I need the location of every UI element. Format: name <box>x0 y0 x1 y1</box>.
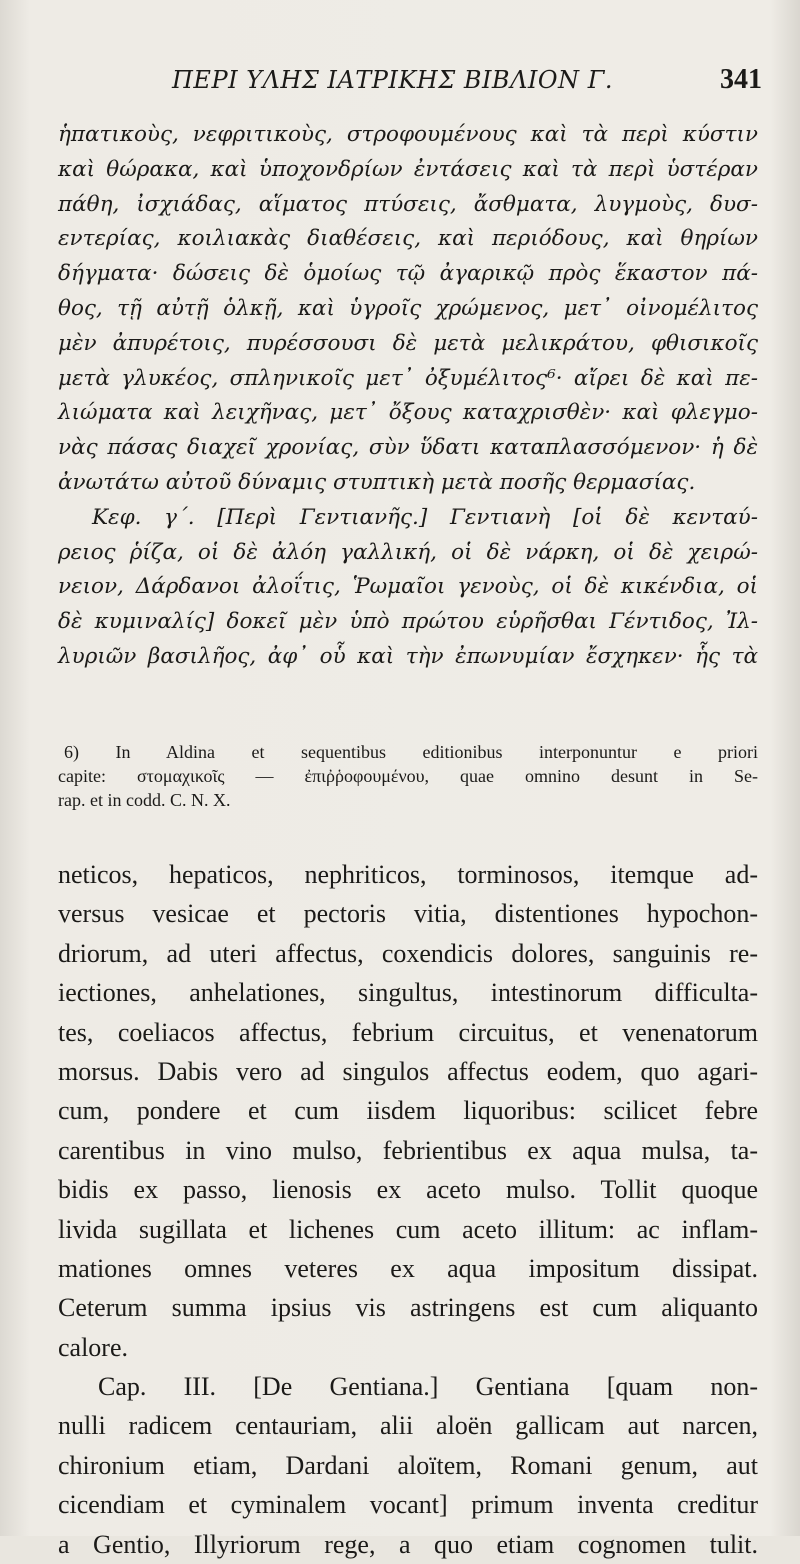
running-title: ΠΕΡΙ ΥΛΗΣ ΙΑΤΡΙΚΗΣ ΒΙΒΛΙΟΝ Γ. <box>172 66 613 94</box>
latin-line: bidis ex passo, lienosis ex aceto mulso. Tollit quoque <box>58 1175 758 1205</box>
latin-line: calore. <box>58 1332 129 1362</box>
latin-chapter-heading-line: Cap. III. [De Gentiana.] Gentiana [quam non- <box>98 1372 758 1402</box>
greek-line: καὶ θώρακα, καὶ ὑποχονδρίων ἐντάσεις καὶ τὰ περὶ ὑστέραν <box>58 156 758 182</box>
latin-line: cum, pondere et cum iisdem liquoribus: scilicet febre <box>58 1096 758 1126</box>
latin-line: morsus. Dabis vero ad singulos affectus eodem, quo agari- <box>58 1056 758 1086</box>
latin-line: mationes omnes veteres ex aqua impositum dissipat. <box>58 1253 758 1283</box>
greek-line: μὲν ἀπυρέτοις, πυρέσσουσι δὲ μετὰ μελικράτου, φθισικοῖς <box>58 330 758 356</box>
latin-line: driorum, ad uteri affectus, coxendicis dolores, sanguinis re- <box>58 938 758 968</box>
latin-line: livida sugillata et lichenes cum aceto illitum: ac inflam- <box>58 1214 758 1244</box>
footnotes <box>58 740 758 812</box>
greek-line: ἡπατικοὺς, νεφριτικοὺς, στροφουμένους καὶ τὰ περὶ κύστιν <box>58 122 758 147</box>
latin-line: neticos, hepaticos, nephriticos, torminosos, itemque ad- <box>58 860 758 889</box>
footnote-line: 6) In Aldina et sequentibus editionibus interponuntur e priori <box>64 742 758 762</box>
greek-line: δήγματα· δώσεις δὲ ὁμοίως τῷ ἀγαρικῷ πρὸς ἕκαστον πά- <box>58 261 758 287</box>
latin-line: chironium etiam, Dardani aloïtem, Romani genum, aut <box>58 1450 758 1480</box>
greek-line: εντερίας, κοιλιακὰς διαθέσεις, καὶ περιόδους, καὶ θηρίων <box>58 226 758 252</box>
latin-line: Ceterum summa ipsius vis astringens est cum aliquanto <box>58 1293 758 1323</box>
latin-line: versus vesicae et pectoris vitia, distentiones hypochon- <box>58 899 758 929</box>
greek-line: ρειος ῥίζα, οἱ δὲ ἀλόη γαλλική, οἱ δὲ νάρκη, οἱ δὲ χειρώ- <box>58 539 758 565</box>
page-header <box>172 66 762 106</box>
latin-line: nulli radicem centauriam, alii aloën gallicam aut narcen, <box>58 1411 758 1441</box>
greek-line: πάθη, ἰσχιάδας, αἵματος πτύσεις, ἄσθματα, λυγμοὺς, δυσ- <box>58 191 758 217</box>
greek-line: δὲ κυμιναλίς] δοκεῖ μὲν ὑπὸ πρώτου εὑρῆσθαι Γέντιδος, Ἰλ- <box>58 609 758 635</box>
greek-line: νειον, Δάρδανοι ἀλοΐτις, Ῥωμαῖοι γενοὺς, οἱ δὲ κικένδια, οἱ <box>58 574 758 600</box>
greek-line: μετὰ γλυκέος, σπληνικοῖς μετ᾽ ὀξυμέλιτος⁶· αἴρει δὲ καὶ πε- <box>58 365 758 391</box>
greek-text-block <box>58 118 758 675</box>
greek-line: λυριῶν βασιλῆος, ἀφ᾽ οὗ καὶ τὴν ἐπωνυμίαν ἔσχηκεν· ἧς τὰ <box>58 643 758 669</box>
footnote-line: rap. et in codd. C. N. X. <box>58 790 231 810</box>
latin-line: carentibus in vino mulso, febrientibus ex aqua mulsa, ta- <box>58 1135 758 1165</box>
greek-line: νὰς πάσας διαχεῖ χρονίας, σὺν ὕδατι καταπλασσόμενον· ἡ δὲ <box>58 435 758 461</box>
greek-line: λιώματα καὶ λειχῆνας, μετ᾽ ὄξους καταχρισθὲν· καὶ φλεγμο- <box>58 400 758 426</box>
latin-text-block <box>58 855 758 1564</box>
greek-line: ἀνωτάτω αὐτοῦ δύναμις στυπτικὴ μετὰ ποσῆς θερμασίας. <box>58 469 696 495</box>
greek-line: θος, τῇ αὐτῇ ὁλκῇ, καὶ ὑγροῖς χρώμενος, μετ᾽ οἰνομέλιτος <box>58 295 758 321</box>
footnote-line: capite: στομαχικοῖς — ἐπιῤῥοφουμένου, quae omnino desunt in Se- <box>58 766 758 786</box>
page-number: 341 <box>720 64 762 95</box>
greek-chapter-heading-line: Κεφ. γ΄. [Περὶ Γεντιανῆς.] Γεντιανὴ [οἱ δὲ κενταύ- <box>92 504 758 530</box>
latin-line: iectiones, anhelationes, singultus, intestinorum difficulta- <box>58 978 758 1008</box>
latin-line: a Gentio, Illyriorum rege, a quo etiam cognomen tulit. <box>58 1529 758 1559</box>
latin-line: tes, coeliacos affectus, febrium circuitus, et venenatorum <box>58 1017 758 1047</box>
latin-line: cicendiam et cyminalem vocant] primum inventa creditur <box>58 1490 758 1520</box>
